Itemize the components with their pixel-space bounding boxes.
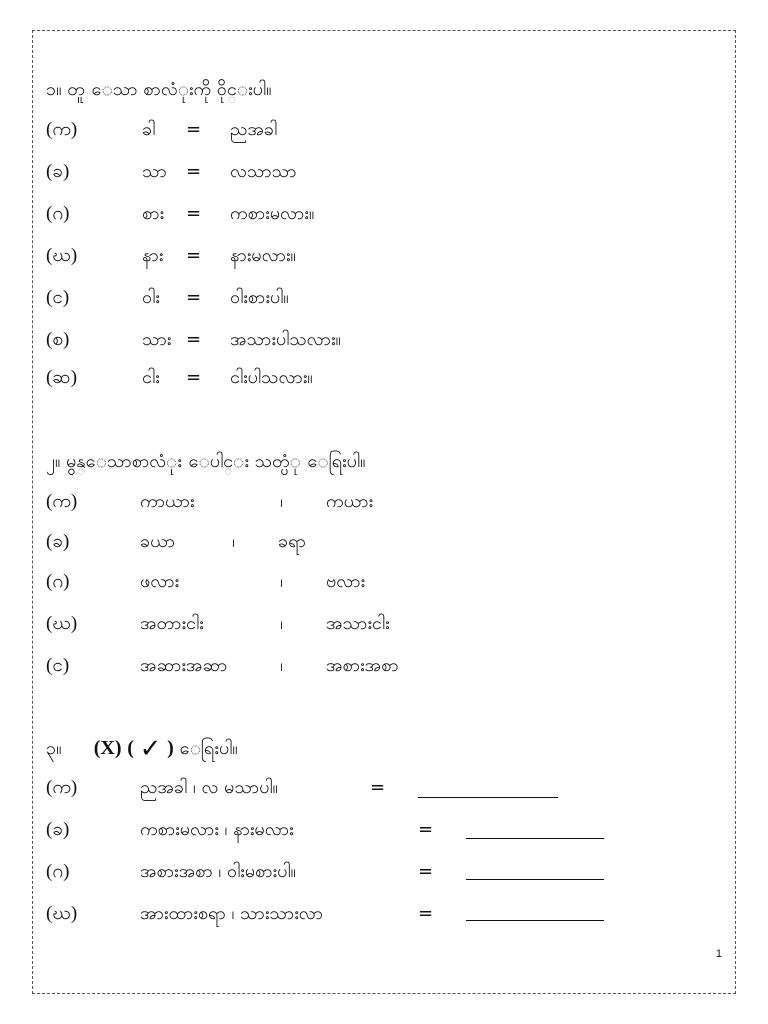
check-icon: ✓ bbox=[139, 734, 162, 764]
section2-heading: ၂။ မွန္ေသာစာလံုး ေပါင္း သတ္ပံု ေရြးပါ။ bbox=[46, 451, 366, 472]
answer-blank[interactable] bbox=[466, 838, 604, 839]
answer-blank[interactable] bbox=[418, 797, 558, 798]
page-number: 1 bbox=[715, 948, 722, 960]
answer-blank[interactable] bbox=[466, 920, 604, 921]
answer-blank[interactable] bbox=[466, 879, 604, 880]
page-border bbox=[32, 30, 736, 994]
section1-heading: ၁။ တူ ေသာ စာလံုးကို ဝိုင္းပါ။ bbox=[46, 79, 272, 100]
section3-heading: ၃။ (X) ( ✓ ) ေရြးပါ။ bbox=[46, 734, 238, 764]
x-mark: (X) bbox=[93, 737, 122, 759]
